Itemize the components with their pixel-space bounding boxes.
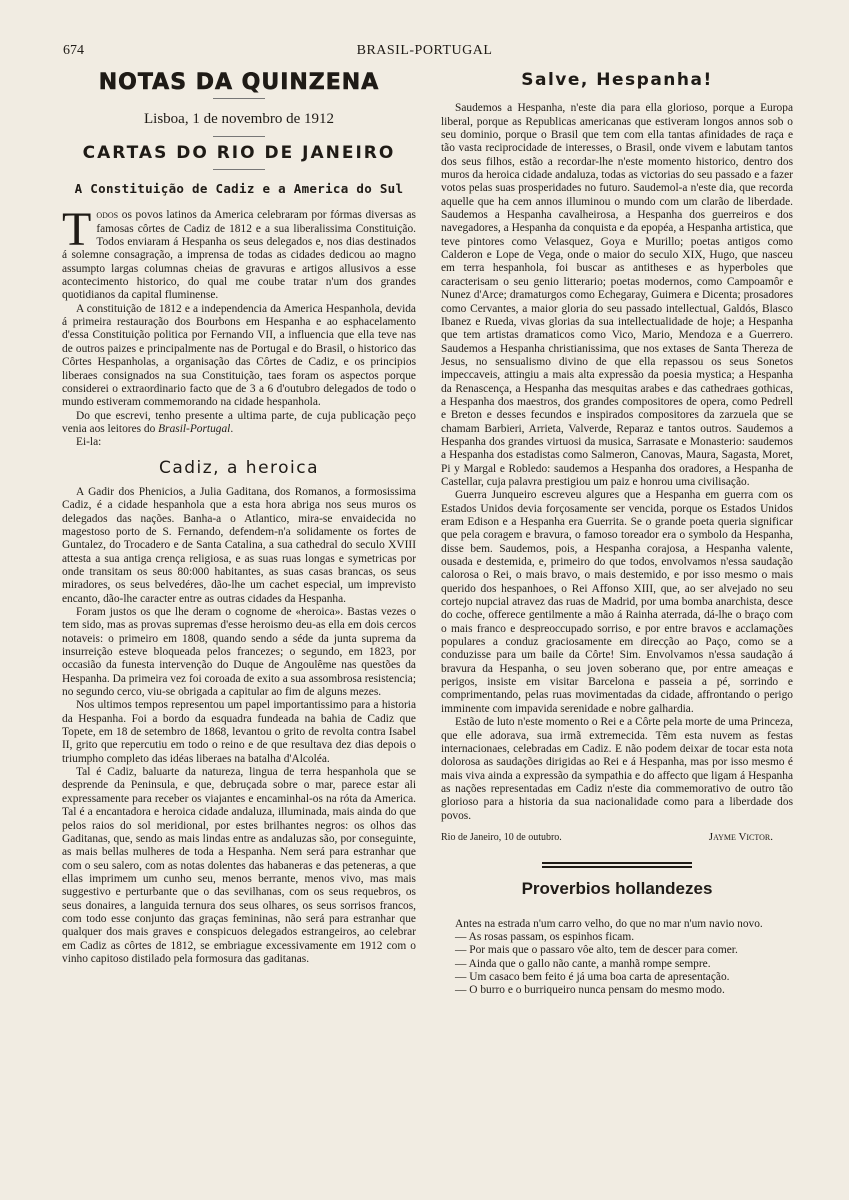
paragraph [62,203,416,302]
sign-place: Rio de Janeiro, 10 de outubro. [441,831,562,843]
proverb-item: — Um casaco bem feito é já uma boa carta de apresentação. [441,971,793,984]
proverb-item: — O burro e o burriqueiro nunca pensam do mesmo modo. [441,984,793,997]
paragraph: Nos ultimos tempos representou um papel importantissimo para a historia da Hespanha. Foi a bordo da esquadra fundeada na bahia de Cadiz que Topete, em 18 de setembro de 1868, levantou o grito de revolta contra Isabel II, grito que repercutiu em todo o reino e de que resultava dez dias depois o triumpho completo das idéas liberaes na batalha d'Alcoléa. [62,699,416,765]
signoff [441,831,793,844]
publication-name: Brasil-Portugal [158,422,231,435]
salve-title: Salve, Hespanha! [521,70,713,90]
paragraph: Estão de luto n'este momento o Rei e a Côrte pela morte de uma Princeza, que elle adorava, sua irmã extremecida. Têm esta nuvem as festas internacionaes, celebradas em Cadiz. E não podem deixar de tocar esta nota dolorosa as saudações dirigidas ao Rei e á Hespanha, mas por isso mesmo é mais viva ainda a expressão da sympathia e do affecto que ligam á Hespanha as nações representadas em Cadiz n'este dia commemorativo de outro tão glorioso para a historia da sua nacionalidade como para a liberdade dos povos. [441,716,793,822]
page-number: 674 [63,43,84,58]
divider [213,98,265,99]
paragraph: Ei-la: [76,436,102,449]
paragraph: Antes na estrada n'um carro velho, do que no mar n'um navio novo. [455,917,763,930]
divider [213,136,265,137]
proverb-item: — As rosas passam, os espinhos ficam. [441,931,793,944]
paragraph-text: Do que escrevi, tenho presente a ultima parte, de cuja publicação peço venia aos leitores do [62,409,416,435]
article-subtitle: A Constituição de Cadiz e a America do Sul [74,181,404,197]
main-title: NOTAS DA QUINZENA [98,70,380,95]
dateline: Lisboa, 1 de novembro de 1912 [144,111,334,128]
right-column [441,72,793,998]
proverb-list [441,931,793,998]
paragraph: Foram justos os que lhe deram o cognome de «heroica». Bastas vezes o tem sido, mas as provas supremas d'esse heroismo deu-as ella em dois cercos notaveis: o primeiro em 1808, quando sendo a séde da junta suprema da insurreição esteve bloqueada pelos francezes; o segundo, em 1823, por occasião da funesta intervenção do Duque de Angoulême nas questões da Hespanha. Da primeira vez foi coroada de exito a sua assombrosa resistencia; no segundo cerco, viu-se obrigada a capitular ao fim de alguns mezes. [62,606,416,699]
proverb-item: — Ainda que o gallo não cante, a manhã rompe sempre. [441,958,793,971]
paragraph: A Gadir dos Phenicios, a Julia Gaditana, dos Romanos, a formosissima Cadiz, é a cidade hespanhola que a esta hora abriga nos seus muros os delegados das nações. Banha-a o Atlantico, mira-se envaidecida no magestoso porto de S. Fernando, defendem-n'a solidamente os fortes de Guntalez, do Trocadero e de Santa Catalina, a sua cathedral do seculo XVIII attesta a sua antiga crença religiosa, e as suas ruas longas e symetricas por onde transitam os seus 80:000 habitantes, as suas casas brancas, os seus miradores, os seus belvedéres, dão-lhe um cachet especial, um imprevisto encanto, dão-lhe caracter entre as outras cidades da Hespanha. [62,485,416,605]
lead-word: odos [96,209,119,222]
drop-cap: T [62,203,92,257]
paragraph-text: . [230,422,234,435]
paragraph: Guerra Junqueiro escreveu algures que a Hespanha em guerra com os Estados Unidos devia forçosamente ser vencida, porque os Estados Unidos eram Edison e a Hespanha era Guerrita. Se o grande poeta queria significar que pela coragem e bravura, o famoso toreador era o symbolo da Hespanha, disse bem. Saudemos, pois, a Hespanha corajosa, a Hespanha valente, ousada e destemida, e, primeiro do que todos, envolvamos n'essa saudação calorosa o Rei, o mais bravo, o mais destemido, e por isso mesmo o mais querido dos hespanhoes, o Rei Affonso XIII, que, ao ser alvejado no seu cortejo nupcial atravez das ruas de Madrid, por uma bomba anarchista, desce do coche, offerece gentilmente a mão á Rainha aterrada, dá-lhe o braço com o mais franco e despreoccupado sorriso, e por entre bravos e acclamações populares a conduz graciosamente em direcção ao Paço, como se a conduzisse para um baile da Côrte! Sim. Envolvamos n'essa saudação á bravura da Hespanha, o seu joven soberano que, por entre ameaças e perigos, insiste em visitar Barcelona e passeia a pé, sorrindo e comprimentando, pelas ruas movimentadas da cidade, affrontando o perigo imminente com impavida serenidade e nobre galhardia. [441,489,793,715]
running-head: BRASIL-PORTUGAL [356,43,493,58]
double-rule [542,862,692,868]
paragraph: A constituição de 1812 e a independencia da America Hespanhola, devida á primeira restauração dos Bourbons em Hespanha e ao esphacelamento d'essa Constituição politica por Fernando VII, a influencia que ella teve nas de outros paizes e principalmente nas de Portugal e do Brasil, o historico das Côrtes Hespanholas, a organisação das Côrtes de Cadiz, e os principios liberaes consignados na sua Constituição, taes foram os aspectos porque considerei o extraordinario facto que de 3 a 6 d'outubro delegados de todo o mundo estiveram commemorando na cidade hespanhola. [62,302,416,409]
paragraph: Tal é Cadiz, baluarte da natureza, lingua de terra hespanhola que se desprende da Peninsula, e que, debruçada sobre o mar, parece estar ali expressamente para receber os viajantes e encaminhal-os na róta da America. Tal é a encantadora e heroica cidade andaluza, illuminada, mais ainda do que pelos raios do sol meridional, por estes brilhantes negros: os olhos das Gaditanas, que, sendo as mais lindas entre as andaluzas são, por conseguinte, as mais bellas mulheres de toda a Hespanha. Nem será para estranhar que com o seu salero, com as notas dolentes das habaneras e das peteneras, a que ellas imprimem um cunho seu, menos berrante, menos vivo, mas mais suggestivo e perturbante que o das sevilhanas, com os seus requebros, os seus donaires, a languida ternura dos seus olhares, os seus sorrisos francos, com todo esse conjunto das graças femininas, não será para estranhar que qualquer dos mais graves e conspicuos delegados estrangeiros, ao celebrar em Cadiz as côrtes de 1812, se embriague excessivamente em 1912 com o vinho capitoso distilado pela formosura das gaditanas. [62,766,416,965]
paragraph: Saudemos a Hespanha, n'este dia para ella glorioso, porque a Europa liberal, porque as Republicas americanas que estiveram longos annos sob o seu dominio, porque o Brasil que tem com ella tantas afinidades de raça e tão vasta reciprocidade de interesses, o Brasil, onde vivem e labutam tantos dos seus filhos, estão a recordar-lhe n'este momento historico, dentro dos muros da heroica cidade andaluza, todas as victorias do seu passado e a fazer votos pelas suas prosperidades no futuro. Saudemol-a n'este dia, que recorda aquelle que ha cem annos illuminou o mundo com um clarão de liberdade. Saudemos a Hespanha cavalheirosa, a Hespanha dos guerreiros e dos navegadores, a Hespanha da conquista e da epopéa, a Hespanha artistica, que teve pintores como Velasquez, Goya e Murillo; poetas antigos como Calderon e Lope de Vega, onde o maior do seculo XIX, Hugo, que nasceu em terra hespanhola, foi buscar as antitheses e as hyperboles que caracterisam o seu genio litterario; poetas modernos, como Campoamôr e Nunez d'Arce; dramaturgos como Echegaray, Guimera e Dicenta; prosadores como Cervantes, a maior gloria do seu passado intellectual, Galdós, Blasco Ibanez e Rueda, vivas glorias da sua intellectualidade de hoje; a Hespanha que tem artistas dramaticos como Vico, Mario, Mendoza e a Guerrero. Saudemos a Hespanha christianissima, que nos extases de Santa Thereza de Jesus, no sensualismo divino de que ella repassou os seus Sonetos impeccaveis, attingiu a mais alta expressão da poesia mystica; a Hespanha da Renascença, a Hespanha das mesquitas arabes e das cathedraes gothicas, a Hespanha dos maestros, dos grandes compositores de opera, como Pedrell e Breton e desses fecundos e inspirados compositores da zarzuela que se chamam Barbieri, Arrieta, Valverde, Reparaz e tantos outros. Saudemos a Hespanha dos grandes virtuosi da musica, Sarrasate e Monasterio: saudemos a Hespanha dos estadistas como Salmeron, Canovas, Maura, Sagasta, Moret, Pi y Margal e Robledo: saudemos a Hespanha dos oradores, a Hespanha de Castellar, cuja palavra prestigiou um paiz e honrou uma civilisação. [441,102,793,488]
proverb-item: — Por mais que o passaro vôe alto, tem de descer para comer. [441,944,793,957]
divider [213,169,265,170]
left-column [62,72,416,966]
proverbs-title: Proverbios hollandezes [521,879,713,899]
paragraph [62,410,416,437]
paragraph-text: os povos latinos da America celebraram por fórmas diversas as famosas côrtes de Cadiz de 1812 e a sua liberalissima Constituição. Todos enviaram á Hespanha os seus delegados e, nos dias destinados á solemne consagração, a imprensa de todas as cidades dedicou ao magno assumpto largas columnas cheias de gravuras e artigos allusivos a esse acontecimento historico, do qual me coube tratar n'um dos grandes quotidianos da capital fluminense. [62,209,416,302]
cadiz-title: Cadiz, a heroica [158,457,320,478]
author-name: Jayme Victor. [708,830,773,843]
section-title: CARTAS DO RIO DE JANEIRO [82,142,396,163]
